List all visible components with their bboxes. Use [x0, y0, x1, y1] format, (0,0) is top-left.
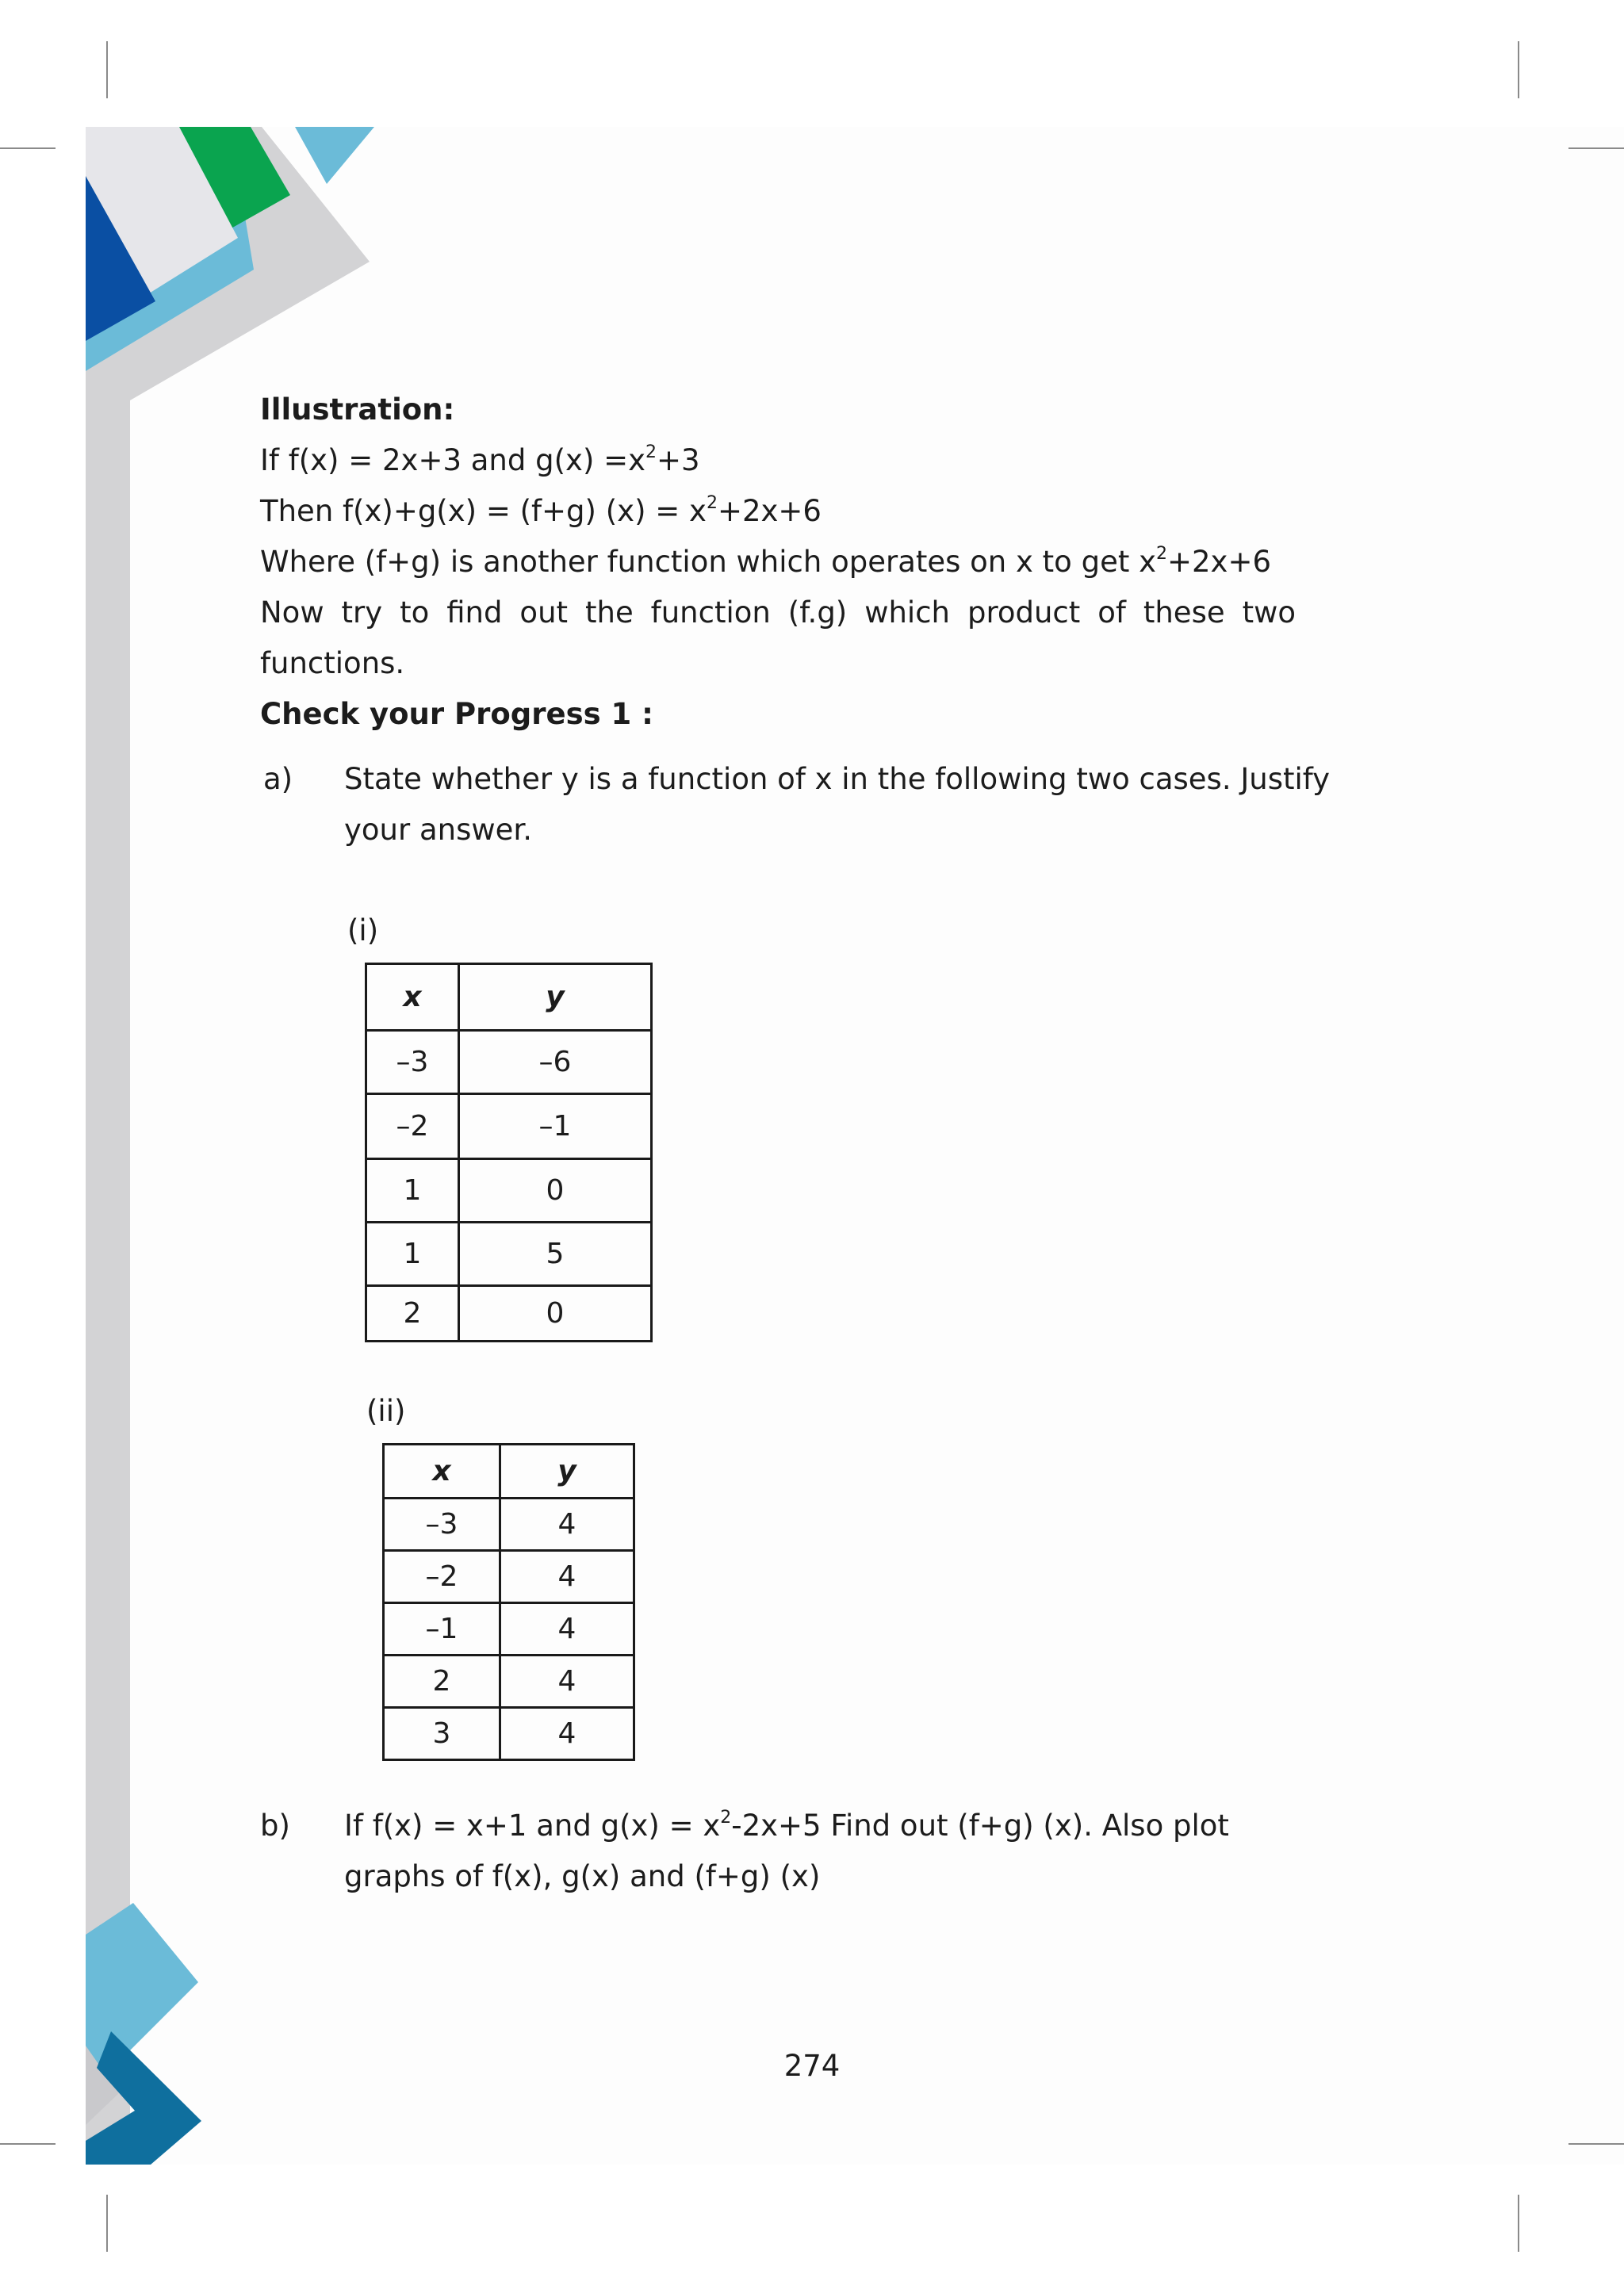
table-cell: 4: [500, 1708, 634, 1760]
table-cell: –3: [366, 1031, 459, 1094]
table-cell: –2: [384, 1551, 500, 1603]
table-1-header-row: [366, 964, 652, 1031]
table-row: [366, 1286, 652, 1342]
progress-heading: Check your Progress 1 :: [260, 697, 653, 731]
table-cell: –2: [366, 1094, 459, 1159]
table-cell: –3: [384, 1499, 500, 1551]
question-a-line-2: your answer.: [344, 813, 532, 847]
table-cell: –1: [459, 1094, 652, 1159]
table-cell: 4: [500, 1499, 634, 1551]
table-2-header-row: [384, 1445, 634, 1499]
light-blue-top-tile: [295, 127, 374, 184]
table-row: [384, 1499, 634, 1551]
table-2-label: (ii): [366, 1394, 406, 1428]
question-a-line-1: State whether y is a function of x in the following two cases. Justify: [344, 762, 1331, 796]
table-cell: 4: [500, 1551, 634, 1603]
table-cell: 2: [366, 1286, 459, 1342]
table-row: [384, 1551, 634, 1603]
question-b-line-1: If f(x) = x+1 and $g(x) = x^2-2x+5$ Find out (f+g) (x). Also plot: [344, 1808, 1229, 1843]
question-b-marker: b): [260, 1809, 290, 1843]
illustration-line-5: functions.: [260, 646, 405, 680]
table-row: [366, 1159, 652, 1223]
table-1-header-x: x: [366, 964, 459, 1031]
table-1-label: (i): [347, 913, 379, 947]
page-number: 274: [783, 2049, 841, 2083]
illustration-line-2: Then f(x)+g(x) = (f+g) $(x) = x^2+2x+6$: [260, 493, 822, 528]
table-cell: –1: [384, 1603, 500, 1656]
illustration-heading: Illustration:: [260, 392, 455, 427]
question-a-marker: a): [263, 762, 293, 796]
table-cell: 4: [500, 1603, 634, 1656]
illustration-line-4: Now try to find out the function (f.g) which product of these two: [260, 595, 1296, 630]
table-cell: 2: [384, 1656, 500, 1708]
table-cell: 0: [459, 1159, 652, 1223]
illustration-line-1: If f(x) = 2x+3 and $g(x) =x^2+3$: [260, 442, 700, 477]
table-2-header-x: x: [384, 1445, 500, 1499]
table-1-header-y: y: [459, 964, 652, 1031]
table-cell: 3: [384, 1708, 500, 1760]
table-cell: 1: [366, 1159, 459, 1223]
table-row: [366, 1031, 652, 1094]
table-1: [365, 963, 653, 1342]
illustration-line-3: Where (f+g) is another function which operates on x to get $x^2+2x+6$: [260, 544, 1271, 579]
table-cell: 5: [459, 1223, 652, 1286]
table-row: [366, 1094, 652, 1159]
table-cell: 4: [500, 1656, 634, 1708]
table-cell: –6: [459, 1031, 652, 1094]
table-2-header-y: y: [500, 1445, 634, 1499]
table-2: [382, 1443, 635, 1761]
left-margin-strip: [86, 357, 130, 2165]
table-cell: 1: [366, 1223, 459, 1286]
question-b-line-2: graphs of f(x), g(x) and (f+g) (x): [344, 1859, 821, 1893]
table-row: [384, 1603, 634, 1656]
table-row: [366, 1223, 652, 1286]
table-row: [384, 1708, 634, 1760]
table-row: [384, 1656, 634, 1708]
table-cell: 0: [459, 1286, 652, 1342]
